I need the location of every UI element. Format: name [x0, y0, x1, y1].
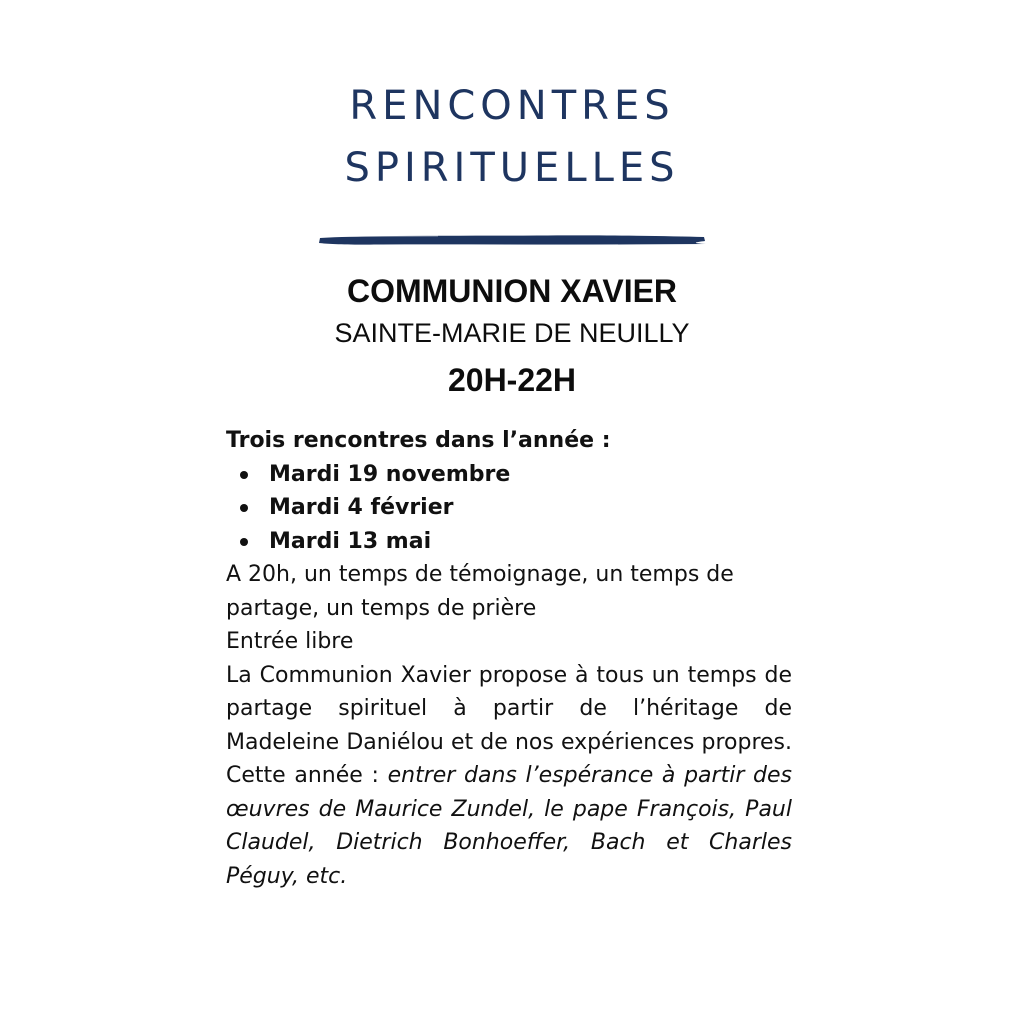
organizer-name: COMMUNION XAVIER	[346, 273, 678, 309]
title-line-1: RENCONTRES	[349, 83, 675, 129]
bullet-icon	[240, 504, 248, 512]
description-text: La Communion Xavier propose à tous un temps de partage spirituel à partir de l’héritage de Madeleine Daniélou et de nos expériences propres. Cette année :	[226, 662, 792, 788]
bullet-icon	[240, 538, 248, 546]
date-label: Mardi 13 mai	[269, 528, 432, 554]
title-line-2: SPIRITUELLES	[344, 145, 680, 191]
location: SAINTE-MARIE DE NEUILLY	[334, 318, 690, 348]
date-item	[226, 491, 792, 525]
description-paragraph	[226, 659, 792, 894]
event-details	[226, 424, 792, 893]
date-label: Mardi 4 février	[269, 495, 454, 520]
date-label: Mardi 19 novembre	[269, 461, 511, 487]
brush-stroke-divider	[318, 232, 706, 248]
date-item	[226, 525, 792, 559]
event-hours: 20H-22H	[447, 362, 577, 398]
bullet-icon	[240, 471, 248, 479]
program-text: A 20h, un temps de témoignage, un temps de partage, un temps de prière	[226, 562, 734, 621]
description-emphasis: entrer dans l’espérance à partir des œuvres de Maurice Zundel, le pape François, Paul Claudel, Dietrich Bonhoeffer, Bach et Charles Péguy, etc.	[226, 763, 793, 889]
entry-text: Entrée libre	[226, 629, 354, 654]
schedule-intro: Trois rencontres dans l’année :	[226, 428, 611, 453]
date-item	[226, 458, 792, 492]
date-list	[226, 458, 792, 559]
